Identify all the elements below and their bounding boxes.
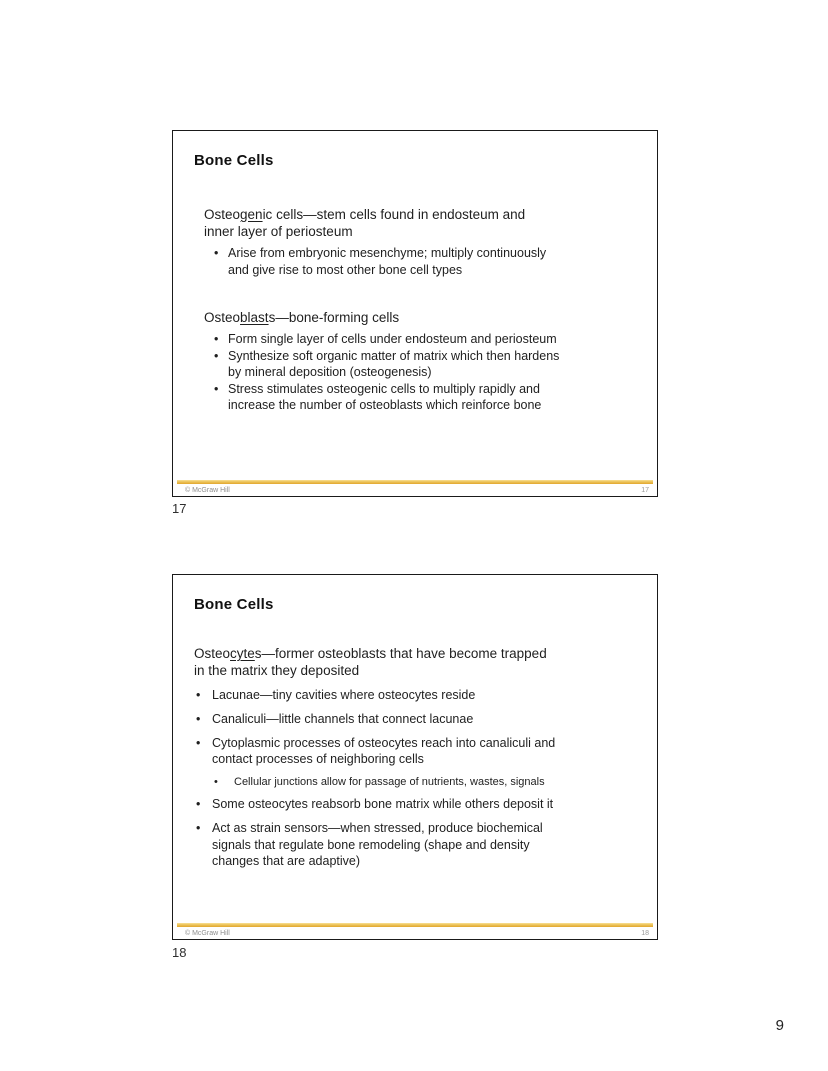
slide-statement: Osteoblasts—bone-forming cells (204, 310, 400, 325)
bullet-text: Cellular junctions allow for passage of nutrients, wastes, signals (234, 775, 545, 788)
page-number: 9 (775, 1017, 784, 1034)
bullet-marker-icon: • (214, 381, 219, 396)
slide-statement: Osteogenic cells—stem cells found in endosteum and inner layer of periosteum (204, 207, 526, 239)
slide-body (204, 206, 635, 414)
bullet-marker-icon: • (196, 711, 201, 726)
bullet-text: Lacunae—tiny cavities where osteocytes reside (212, 687, 476, 702)
bullet-marker-icon: • (214, 246, 219, 260)
bullet-marker-icon: • (214, 348, 219, 363)
slide-18 (172, 574, 658, 940)
slide-body (194, 645, 635, 870)
slide-title: Bone Cells (194, 152, 274, 169)
bullet-marker-icon: • (196, 687, 201, 702)
accent-bar (177, 480, 653, 484)
slide-title: Bone Cells (194, 596, 274, 613)
bullet-text: Act as strain sensors—when stressed, produce biochemical signals that regulate bone remodeling (shape and density changes that are adaptive) (212, 821, 543, 868)
copyright-text: © McGraw Hill (185, 930, 230, 937)
slide-footer-number: 17 (641, 487, 649, 494)
bullet-text: Some osteocytes reabsorb bone matrix while others deposit it (212, 797, 554, 811)
slide-bullet (194, 820, 635, 870)
bullet-text: Arise from embryonic mesenchyme; multiply continuously and give rise to most other bone cell types (228, 246, 547, 277)
slide-17 (172, 130, 658, 497)
accent-bar (177, 923, 653, 927)
bullet-text: Form single layer of cells under endosteum and periosteum (228, 332, 557, 346)
bullet-marker-icon: • (196, 821, 201, 835)
bullet-text: Canaliculi—little channels that connect lacunae (212, 711, 474, 726)
slide-bullet (204, 245, 635, 278)
copyright-text: © McGraw Hill (185, 487, 230, 494)
bullet-marker-icon: • (196, 735, 201, 750)
bullet-marker-icon: • (214, 332, 219, 346)
slide-bullet (194, 687, 635, 704)
slide-bullet (194, 796, 635, 813)
bullet-text: Cytoplasmic processes of osteocytes reach into canaliculi and contact processes of neighboring cells (212, 735, 556, 766)
bullet-marker-icon: • (214, 775, 218, 788)
bullet-text: Synthesize soft organic matter of matrix which then hardens by mineral deposition (osteogenesis) (228, 348, 560, 379)
slide-footer-number: 18 (641, 930, 649, 937)
bullet-text: Stress stimulates osteogenic cells to multiply rapidly and increase the number of osteoblasts which reinforce bone (228, 381, 542, 412)
slide-number-label: 18 (172, 945, 187, 960)
slide-bullet (204, 331, 635, 348)
slide-bullet (194, 735, 635, 768)
slide-subbullet (194, 775, 635, 789)
slide-bullet (194, 711, 635, 728)
slide-statement: Osteocytes—former osteoblasts that have become trapped in the matrix they deposited (194, 646, 547, 678)
slide-bullet (204, 348, 635, 381)
slide-number-label: 17 (172, 501, 187, 516)
bullet-marker-icon: • (196, 797, 201, 811)
slide-bullet (204, 381, 635, 414)
